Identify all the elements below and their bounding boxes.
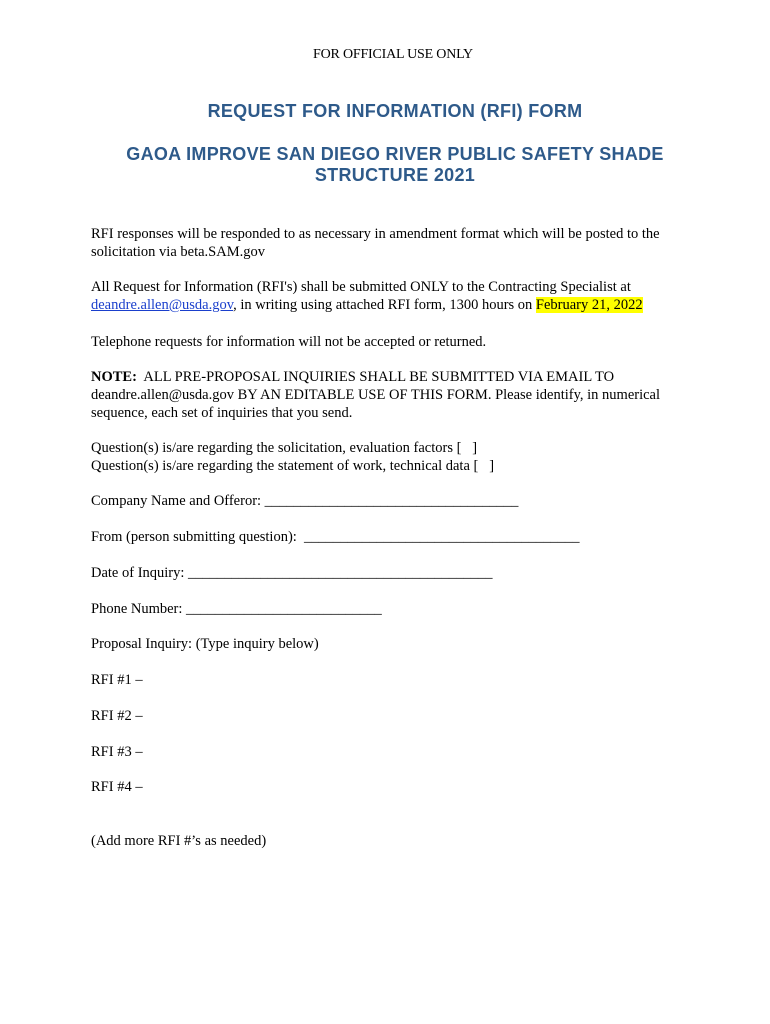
- question-technical: Question(s) is/are regarding the statement of work, technical data [ ]: [91, 458, 495, 474]
- intro-paragraph: [91, 225, 701, 261]
- questions-block: [91, 439, 701, 475]
- project-title-line1: GAOA IMPROVE SAN DIEGO RIVER PUBLIC SAFETY SHADE: [126, 144, 664, 164]
- note-line1-text: ALL PRE-PROPOSAL INQUIRIES SHALL BE SUBMITTED VIA EMAIL TO: [136, 369, 615, 385]
- note-line2: deandre.allen@usda.gov BY AN EDITABLE USE OF THIS FORM. Please identify, in numerical: [91, 387, 661, 403]
- telephone-paragraph: Telephone requests for information will not be accepted or returned.: [91, 334, 487, 350]
- question-solicitation: Question(s) is/are regarding the solicitation, evaluation factors [ ]: [91, 440, 478, 456]
- rfi-item-3[interactable]: RFI #3 –: [91, 744, 143, 760]
- intro-line1: RFI responses will be responded to as necessary in amendment format which will be posted to the: [91, 226, 660, 242]
- form-title: REQUEST FOR INFORMATION (RFI) FORM: [207, 101, 583, 121]
- submission-line1: All Request for Information (RFI's) shall be submitted ONLY to the Contracting Specialist at: [91, 279, 631, 295]
- submission-line2: [91, 296, 701, 314]
- company-field[interactable]: Company Name and Offeror: ___________________________________: [91, 493, 519, 509]
- add-more-note: (Add more RFI #’s as needed): [91, 833, 267, 849]
- intro-line2: solicitation via beta.SAM.gov: [91, 244, 265, 260]
- rfi-item-4[interactable]: RFI #4 –: [91, 779, 143, 795]
- note-label: NOTE:: [91, 369, 137, 385]
- project-title: [6, 144, 770, 186]
- note-line3: sequence, each set of inquiries that you send.: [91, 405, 353, 421]
- date-field[interactable]: Date of Inquiry: __________________________________________: [91, 565, 493, 581]
- from-field[interactable]: From (person submitting question): ______________________________________: [91, 529, 580, 545]
- phone-field[interactable]: Phone Number: ___________________________: [91, 601, 382, 617]
- proposal-inquiry-label: Proposal Inquiry: (Type inquiry below): [91, 636, 319, 652]
- deadline-date: February 21, 2022: [535, 297, 643, 313]
- note-line1: [91, 368, 701, 386]
- submission-paragraph: [91, 278, 701, 314]
- project-title-line2: STRUCTURE 2021: [314, 165, 476, 185]
- security-marking: FOR OFFICIAL USE ONLY: [313, 47, 473, 62]
- note-paragraph: [91, 368, 701, 422]
- rfi-item-1[interactable]: RFI #1 –: [91, 672, 143, 688]
- email-link[interactable]: deandre.allen@usda.gov: [91, 297, 234, 313]
- submission-middle: , in writing using attached RFI form, 1300 hours on: [233, 297, 536, 313]
- rfi-item-2[interactable]: RFI #2 –: [91, 708, 143, 724]
